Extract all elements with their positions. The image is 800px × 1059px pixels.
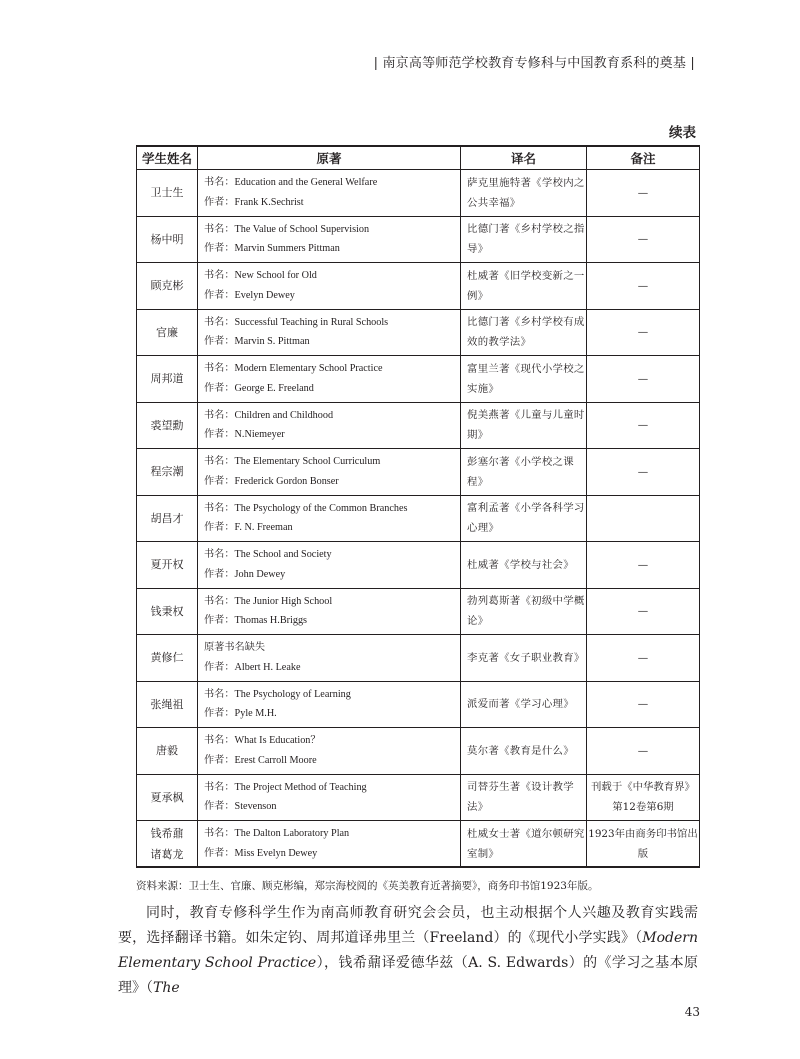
original-work-cell <box>198 402 461 449</box>
student-name-cell: 杨中明 <box>137 216 198 263</box>
original-work-cell <box>198 542 461 589</box>
paragraph-text-1: 同时，教育专修科学生作为南高师教育研究会会员，也主动根据个人兴趣及教育实践需要，选择翻译书籍。如朱定钧、周邦道译弗里兰（Freeland）的《现代小学实践》（ <box>118 905 698 946</box>
remarks-cell <box>587 495 700 542</box>
table-row <box>137 495 700 542</box>
book-title-line: 书名：Successful Teaching in Rural Schools <box>204 316 389 328</box>
table-row <box>137 216 700 263</box>
table-row <box>137 774 700 821</box>
book-title-line: 书名：The Elementary School Curriculum <box>204 456 381 468</box>
original-work-cell <box>198 774 461 821</box>
original-work-cell <box>198 588 461 635</box>
book-title-line: 书名：What Is Education？ <box>204 735 321 747</box>
translated-title-cell: 杜威女士著《道尔顿研究室制》 <box>461 821 587 868</box>
paragraph-text-2: ），钱希鼐译爱德华兹（A. S. Edwards）的《学习之基本原理》（ <box>118 955 698 996</box>
page-number: 43 <box>684 1005 700 1019</box>
remarks-cell: — <box>587 588 700 635</box>
translated-title-cell: 司替芬生著《设计教学法》 <box>461 774 587 821</box>
table-row <box>137 449 700 496</box>
author-line: 作者：Erest Carroll Moore <box>204 754 317 766</box>
remarks-cell: — <box>587 309 700 356</box>
remarks-cell: — <box>587 263 700 310</box>
author-line: 作者：Albert H. Leake <box>204 661 301 673</box>
book-title-line: 书名：Education and the General Welfare <box>204 177 378 189</box>
table-row <box>137 821 700 868</box>
remarks-cell: — <box>587 542 700 589</box>
book-title-line: 书名：The School and Society <box>204 549 332 561</box>
header-student-name: 学生姓名 <box>137 146 198 170</box>
original-work-cell <box>198 728 461 775</box>
source-note: 资料来源：卫士生、官廉、顾克彬编，郑宗海校阅的《英美教育近著摘要》，商务印书馆1923年版。 <box>136 880 599 892</box>
author-line: 作者：Marvin S. Pittman <box>204 336 310 348</box>
student-name-cell: 胡昌才 <box>137 495 198 542</box>
original-work-cell <box>198 495 461 542</box>
translated-title-cell: 比德门著《乡村学校有成效的教学法》 <box>461 309 587 356</box>
table-row <box>137 635 700 682</box>
table-row <box>137 356 700 403</box>
table-continued-label: 续表 <box>669 125 696 141</box>
original-work-cell <box>198 216 461 263</box>
author-line: 作者：Marvin Summers Pittman <box>204 243 340 255</box>
translated-title-cell: 比德门著《乡村学校之指导》 <box>461 216 587 263</box>
remarks-cell: — <box>587 681 700 728</box>
remarks-cell: — <box>587 170 700 217</box>
paragraph-italic-title-1: Modern Elementary School Practice <box>118 930 698 971</box>
student-name-cell: 黄修仁 <box>137 635 198 682</box>
author-line: 作者：Miss Evelyn Dewey <box>204 847 318 859</box>
book-title-line: 书名：Children and Childhood <box>204 409 334 421</box>
student-name-cell: 卫士生 <box>137 170 198 217</box>
original-work-cell <box>198 449 461 496</box>
translated-title-cell: 萨克里施特著《学校内之公共幸福》 <box>461 170 587 217</box>
translated-title-cell: 莫尔著《教育是什么》 <box>461 728 587 775</box>
original-work-cell <box>198 309 461 356</box>
translated-title-cell: 李克著《女子职业教育》 <box>461 635 587 682</box>
header-translated-title: 译名 <box>461 146 587 170</box>
table-row <box>137 402 700 449</box>
original-work-cell <box>198 356 461 403</box>
header-remarks: 备注 <box>587 146 700 170</box>
student-name-cell: 唐毅 <box>137 728 198 775</box>
author-line: 作者：F. N. Freeman <box>204 522 293 534</box>
original-work-cell <box>198 821 461 868</box>
translated-title-cell: 倪美燕著《儿童与儿童时期》 <box>461 402 587 449</box>
translated-title-cell: 杜威著《学校与社会》 <box>461 542 587 589</box>
paragraph-italic-title-2: The <box>153 980 180 996</box>
translated-title-cell: 彭塞尔著《小学校之课程》 <box>461 449 587 496</box>
book-title-line: 书名：New School for Old <box>204 270 317 282</box>
student-name-cell: 程宗潮 <box>137 449 198 496</box>
translated-title-cell: 富利孟著《小学各科学习心理》 <box>461 495 587 542</box>
table-row <box>137 588 700 635</box>
remarks-cell: — <box>587 728 700 775</box>
remarks-cell: 刊载于《中华教育界》第12卷第6期 <box>587 774 700 821</box>
translated-title-cell: 富里兰著《现代小学校之实施》 <box>461 356 587 403</box>
author-line: 作者：Frank K.Sechrist <box>204 196 304 208</box>
remarks-cell: — <box>587 216 700 263</box>
student-name-cell: 官廉 <box>137 309 198 356</box>
remarks-cell: — <box>587 402 700 449</box>
running-head: | 南京高等师范学校教育专修科与中国教育系科的奠基 | <box>373 56 695 71</box>
author-line: 作者：N.Niemeyer <box>204 429 285 441</box>
table-header-row <box>137 146 700 170</box>
book-title-line: 书名：The Dalton Laboratory Plan <box>204 828 350 839</box>
student-name-cell: 裘望勳 <box>137 402 198 449</box>
remarks-cell: — <box>587 449 700 496</box>
remarks-cell: 1923年由商务印书馆出版 <box>587 821 700 868</box>
translated-title-cell: 勃列葛斯著《初级中学概论》 <box>461 588 587 635</box>
table-row <box>137 170 700 217</box>
student-name-cell: 张绳祖 <box>137 681 198 728</box>
author-line: 作者：Thomas H.Briggs <box>204 615 308 627</box>
translated-title-cell: 派爱而著《学习心理》 <box>461 681 587 728</box>
table-row <box>137 263 700 310</box>
table-row <box>137 728 700 775</box>
author-line: 作者：Evelyn Dewey <box>204 289 295 301</box>
author-line: 作者：George E. Freeland <box>204 382 314 394</box>
book-title-line: 书名：Modern Elementary School Practice <box>204 363 383 375</box>
student-name-cell: 夏承枫 <box>137 774 198 821</box>
original-work-cell <box>198 681 461 728</box>
body-paragraph <box>118 901 698 1001</box>
original-work-cell <box>198 635 461 682</box>
header-original-work: 原著 <box>198 146 461 170</box>
book-title-line: 原著书名缺失 <box>204 642 266 654</box>
table-row <box>137 681 700 728</box>
translated-title-cell: 杜威著《旧学校变新之一例》 <box>461 263 587 310</box>
remarks-cell: — <box>587 356 700 403</box>
author-line: 作者：Frederick Gordon Bonser <box>204 475 339 487</box>
book-title-line: 书名：The Project Method of Teaching <box>204 781 367 793</box>
original-work-cell <box>198 263 461 310</box>
student-name-cell: 钱希鼐 诸葛龙 <box>137 821 198 868</box>
book-title-line: 书名：The Psychology of the Common Branches <box>204 502 408 514</box>
table-row <box>137 309 700 356</box>
student-name-cell: 周邦道 <box>137 356 198 403</box>
author-line: 作者：Stevenson <box>204 801 277 813</box>
table-row <box>137 542 700 589</box>
translation-table <box>136 145 700 868</box>
original-work-cell <box>198 170 461 217</box>
book-title-line: 书名：The Psychology of Learning <box>204 688 351 700</box>
student-name-cell: 夏开权 <box>137 542 198 589</box>
book-title-line: 书名：The Junior High School <box>204 595 333 607</box>
author-line: 作者：Pyle M.H. <box>204 708 277 720</box>
book-title-line: 书名：The Value of School Supervision <box>204 223 370 235</box>
student-name-cell: 顾克彬 <box>137 263 198 310</box>
student-name-cell: 钱秉权 <box>137 588 198 635</box>
remarks-cell: — <box>587 635 700 682</box>
author-line: 作者：John Dewey <box>204 568 286 580</box>
